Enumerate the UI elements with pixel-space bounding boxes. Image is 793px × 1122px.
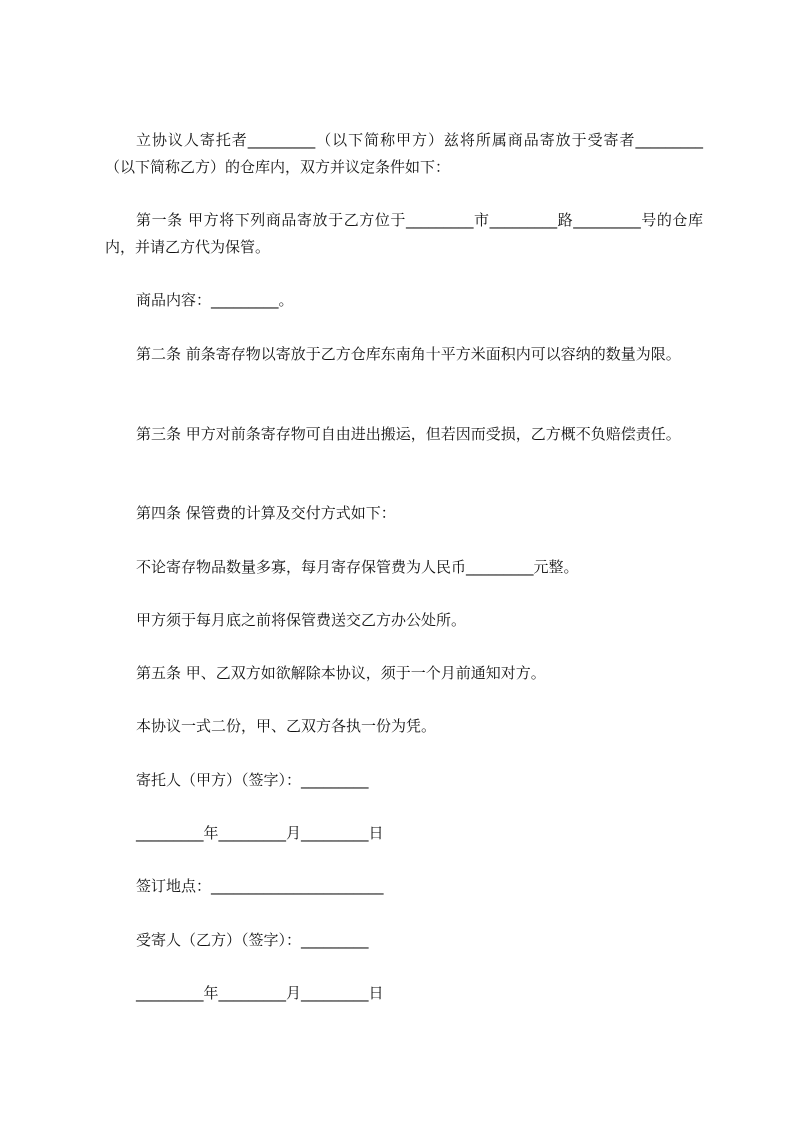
article-1-paragraph: 第一条 甲方将下列商品寄放于乙方位于_________市_________路_________号的仓库内，并请乙方代为保管。 xyxy=(105,211,703,256)
goods-paragraph: 商品内容：_________。 xyxy=(136,291,294,309)
fee-paragraph: 不论寄存物品数量多寡，每月寄存保管费为人民币_________元整。 xyxy=(136,558,579,576)
signer-b-line: 受寄人（乙方）（签字）：_________ xyxy=(136,931,369,949)
date-b-line: _________年_________月_________日 xyxy=(136,984,384,1002)
date-a-line: _________年_________月_________日 xyxy=(136,824,384,842)
article-4-paragraph: 第四条 保管费的计算及交付方式如下： xyxy=(136,504,396,522)
article-2-paragraph: 第二条 前条寄存物以寄放于乙方仓库东南角十平方米面积内可以容纳的数量为限。 xyxy=(136,345,681,363)
copies-paragraph: 本协议一式二份，甲、乙双方各执一份为凭。 xyxy=(136,717,437,735)
payment-paragraph: 甲方须于每月底之前将保管费送交乙方办公处所。 xyxy=(136,611,467,629)
article-5-paragraph: 第五条 甲、乙双方如欲解除本协议，须于一个月前通知对方。 xyxy=(136,664,546,682)
signer-a-line: 寄托人（甲方）（签字）：_________ xyxy=(136,771,369,789)
place-line: 签订地点：_______________________ xyxy=(136,877,384,895)
article-3-paragraph: 第三条 甲方对前条寄存物可自由进出搬运，但若因而受损，乙方概不负赔偿责任。 xyxy=(136,425,681,443)
intro-paragraph: 立协议人寄托者_________（以下简称甲方）兹将所属商品寄放于受寄者_________（以下简称乙方）的仓库内，双方并议定条件如下： xyxy=(105,131,703,176)
